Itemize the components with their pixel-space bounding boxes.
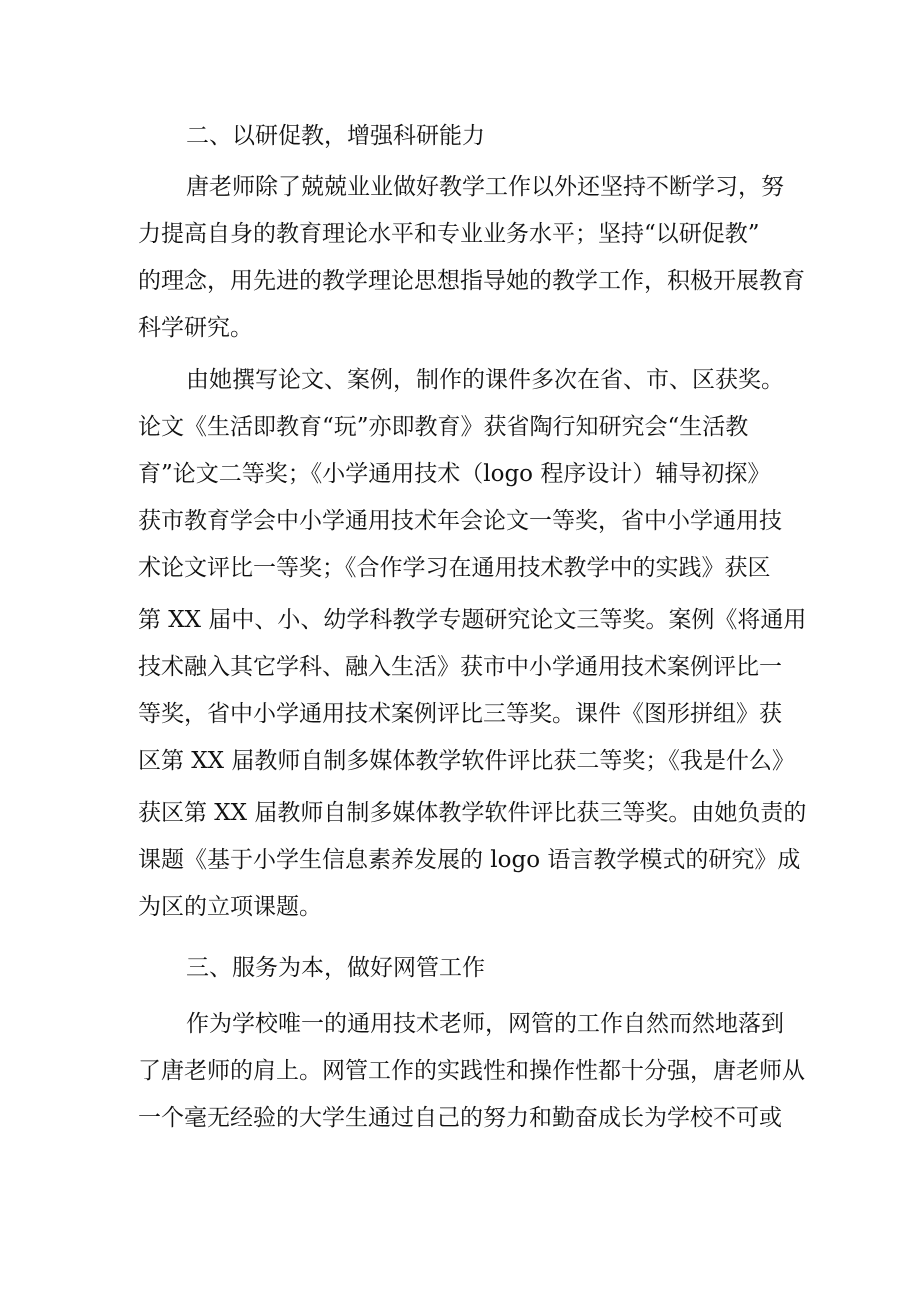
paragraph-line: 科学研究。	[138, 315, 253, 341]
paragraph-line: 区第 XX 届教师自制多媒体教学软件评比获二等奖；《我是什么》	[138, 748, 795, 774]
section-heading-network: 三、服务为本，做好网管工作	[186, 955, 485, 981]
paragraph-line: 力提高自身的教育理论水平和专业业务水平；坚持“以研促教”	[138, 221, 760, 247]
paragraph-line: 第 XX 届中、小、幼学科教学专题研究论文三等奖。案例《将通用	[138, 607, 807, 633]
paragraph-line: 课题《基于小学生信息素养发展的 logo 语言教学模式的研究》成	[138, 847, 801, 873]
paragraph-line: 等奖，省中小学通用技术案例评比三等奖。课件《图形拼组》获	[138, 701, 782, 727]
paragraph-line: 为区的立项课题。	[138, 894, 322, 920]
paragraph-line: 由她撰写论文、案例，制作的课件多次在省、市、区获奖。	[186, 367, 784, 393]
paragraph-line: 获市教育学会中小学通用技术年会论文一等奖，省中小学通用技	[138, 508, 782, 534]
paragraph-line: 的理念，用先进的教学理论思想指导她的教学工作，积极开展教育	[138, 268, 805, 294]
paragraph-line: 获区第 XX 届教师自制多媒体教学软件评比获三等奖。由她负责的	[138, 800, 807, 826]
paragraph-line: 唐老师除了兢兢业业做好教学工作以外还坚持不断学习，努	[186, 174, 784, 200]
paragraph-line: 术论文评比一等奖；《合作学习在通用技术教学中的实践》获区	[138, 555, 771, 581]
section-heading-research: 二、以研促教，增强科研能力	[186, 123, 485, 149]
paragraph-line: 作为学校唯一的通用技术老师，网管的工作自然而然地落到	[186, 1011, 784, 1037]
paragraph-line: 论文《生活即教育“玩”亦即教育》获省陶行知研究会“生活教	[138, 414, 749, 440]
paragraph-line: 一个毫无经验的大学生通过自己的努力和勤奋成长为学校不可或	[138, 1105, 782, 1131]
paragraph-line: 技术融入其它学科、融入生活》获市中小学通用技术案例评比一	[138, 654, 782, 680]
paragraph-line: 了唐老师的肩上。网管工作的实践性和操作性都十分强，唐老师从	[138, 1058, 805, 1084]
paragraph-line: 育”论文二等奖；《小学通用技术（logo 程序设计）辅导初探》	[138, 461, 771, 487]
